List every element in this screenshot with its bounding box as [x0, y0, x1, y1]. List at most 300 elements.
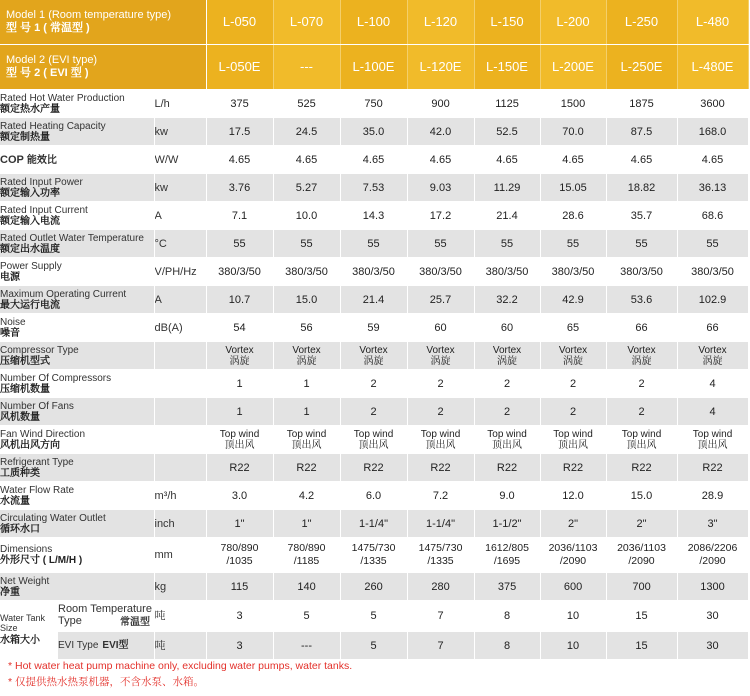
spec-value: 2 [606, 398, 677, 426]
spec-value [606, 342, 677, 370]
spec-value-line2: 涡旋 [363, 355, 384, 367]
spec-value: 28.6 [540, 202, 606, 230]
spec-value [540, 538, 606, 573]
spec-value: R22 [474, 454, 540, 482]
spec-value-line2: /2090 [699, 555, 726, 567]
spec-value: 375 [206, 90, 273, 118]
spec-value: 66 [677, 314, 748, 342]
spec-value: 12.0 [540, 482, 606, 510]
tank-label [0, 601, 58, 659]
spec-value-line1: Vortex [558, 344, 588, 356]
parameter-name-cn: 风机数量 [0, 411, 40, 423]
tank-label-cell [0, 601, 154, 660]
spec-value [340, 426, 407, 454]
spec-value: 4.65 [340, 146, 407, 174]
parameter-name-cn: 噪音 [0, 327, 20, 339]
parameter-name-en: Rated Input Power [0, 176, 83, 188]
spec-value: 1 [273, 370, 340, 398]
parameter-unit: L/h [154, 90, 206, 118]
spec-value: 10.7 [206, 286, 273, 314]
spec-value-line2: /1335 [427, 555, 454, 567]
spec-row [0, 398, 748, 426]
spec-value: 11.29 [474, 174, 540, 202]
spec-value: 380/3/50 [206, 258, 273, 286]
parameter-name-en: Rated Input Current [0, 204, 88, 216]
spec-value: 52.5 [474, 118, 540, 146]
parameter-label [0, 482, 154, 510]
parameter-label [0, 538, 154, 573]
parameter-unit: inch [154, 510, 206, 538]
model2-value: L-250E [606, 45, 677, 90]
model2-value: L-480E [677, 45, 748, 90]
spec-value: 4.65 [273, 146, 340, 174]
parameter-name-en: Fan Wind Direction [0, 428, 86, 440]
model1-label-en: Model 1 (Room temperature type) [6, 9, 172, 21]
parameter-unit: mm [154, 538, 206, 573]
spec-value: 2 [606, 370, 677, 398]
spec-value-line1: Top wind [353, 428, 394, 440]
spec-value: 53.6 [606, 286, 677, 314]
spec-value: 7.2 [407, 482, 474, 510]
spec-value: 55 [206, 230, 273, 258]
spec-value: 2 [540, 398, 606, 426]
spec-value-line1: Vortex [698, 344, 727, 356]
model1-value: L-070 [273, 0, 340, 45]
parameter-unit: A [154, 286, 206, 314]
spec-value-line2: 顶出风 [558, 439, 589, 451]
spec-value: 32.2 [474, 286, 540, 314]
parameter-name-en: Rated Hot Water Production [0, 92, 125, 104]
spec-row [0, 146, 748, 174]
parameter-name-cn: 额定输入电流 [0, 215, 60, 227]
spec-row [0, 314, 748, 342]
parameter-unit: kw [154, 118, 206, 146]
parameter-unit: °C [154, 230, 206, 258]
spec-value: 525 [273, 90, 340, 118]
spec-value-line2: 涡旋 [497, 355, 518, 367]
spec-value-line1: 780/890 [220, 542, 259, 554]
spec-value: 42.9 [540, 286, 606, 314]
spec-value: 1" [206, 510, 273, 538]
spec-row [0, 482, 748, 510]
spec-value-line1: Top wind [621, 428, 662, 440]
parameter-label [0, 454, 154, 482]
tank-label-en: Water Tank Size [0, 613, 46, 633]
tank-sub-room-en: Room Temperature Type [58, 603, 152, 627]
model1-value: L-200 [540, 0, 606, 45]
spec-value-line2: 涡旋 [702, 355, 723, 367]
parameter-label [0, 118, 154, 146]
spec-value: 7.53 [340, 174, 407, 202]
tank-value: 15 [606, 601, 677, 632]
spec-value: 380/3/50 [606, 258, 677, 286]
parameter-label [0, 573, 154, 601]
spec-value: 7.1 [206, 202, 273, 230]
parameter-name-en: Number Of Compressors [0, 372, 112, 384]
spec-value: 66 [606, 314, 677, 342]
spec-value-line2: 顶出风 [358, 439, 389, 451]
spec-value: 55 [677, 230, 748, 258]
tank-value: 8 [474, 632, 540, 660]
spec-row [0, 538, 748, 573]
parameter-name-en: Dimensions [0, 544, 53, 555]
parameter-unit [154, 342, 206, 370]
spec-value-line1: Vortex [426, 344, 455, 356]
spec-value-line1: 1475/730 [351, 542, 396, 554]
parameter-name-cn: 额定热水产量 [0, 103, 60, 115]
spec-value: 21.4 [474, 202, 540, 230]
spec-value: 1875 [606, 90, 677, 118]
parameter-unit [154, 426, 206, 454]
spec-value-line1: 2036/1103 [617, 542, 666, 554]
spec-value: 5.27 [273, 174, 340, 202]
spec-value: 1-1/4" [340, 510, 407, 538]
spec-value: 2 [407, 370, 474, 398]
parameter-name-en: COP [0, 153, 24, 166]
tank-value: 5 [340, 632, 407, 660]
spec-value: R22 [677, 454, 748, 482]
parameter-name-en: Rated Outlet Water Temperature [0, 232, 144, 244]
spec-value: 102.9 [677, 286, 748, 314]
footnote-en: * Hot water heat pump machine only, excluding water pumps, water tanks. [8, 660, 353, 672]
spec-value: 2" [540, 510, 606, 538]
tank-label-cn: 水箱大小 [0, 635, 40, 646]
spec-value: 280 [407, 573, 474, 601]
spec-row [0, 90, 748, 118]
model1-value: L-050 [206, 0, 273, 45]
parameter-name-en: Compressor Type [0, 344, 79, 356]
spec-row [0, 202, 748, 230]
spec-value: 2" [606, 510, 677, 538]
spec-value-line1: 780/890 [287, 542, 326, 554]
spec-value [407, 426, 474, 454]
spec-value: 1 [206, 370, 273, 398]
spec-value [474, 538, 540, 573]
spec-value: R22 [540, 454, 606, 482]
spec-value: 65 [540, 314, 606, 342]
tank-value: 7 [407, 632, 474, 660]
header-row-model1 [0, 0, 748, 45]
parameter-name-cn: 工质种类 [0, 467, 40, 479]
spec-value-line1: 1475/730 [418, 542, 463, 554]
parameter-name-cn: 压缩机型式 [0, 355, 50, 367]
parameter-unit: kg [154, 573, 206, 601]
tank-value: 30 [677, 632, 748, 660]
spec-value: 2 [407, 398, 474, 426]
model2-value: L-200E [540, 45, 606, 90]
spec-value: 14.3 [340, 202, 407, 230]
spec-value-line2: /2090 [559, 555, 587, 567]
spec-value-line2: /1185 [293, 555, 320, 567]
spec-value-line2: 涡旋 [430, 355, 451, 367]
model2-label-cn: 型 号 2 ( EVI 型 ) [6, 67, 89, 79]
tank-sub-evi-cn: EVI型 [102, 640, 129, 651]
spec-value-line2: 顶出风 [291, 439, 322, 451]
spec-value: 54 [206, 314, 273, 342]
tank-label-layout-row [0, 601, 154, 632]
spec-value [273, 426, 340, 454]
spec-value: 2 [340, 398, 407, 426]
parameter-label [0, 398, 154, 426]
parameter-label [0, 174, 154, 202]
spec-value: 2 [474, 370, 540, 398]
spec-row [0, 118, 748, 146]
parameter-unit: kw [154, 174, 206, 202]
spec-value-line2: /2090 [628, 555, 655, 567]
spec-value [677, 426, 748, 454]
spec-value: R22 [340, 454, 407, 482]
spec-value [206, 426, 273, 454]
parameter-name-en: Water Flow Rate [0, 484, 75, 496]
spec-value-line2: /1695 [493, 555, 521, 567]
tank-value: 3 [206, 601, 273, 632]
spec-value: 6.0 [340, 482, 407, 510]
spec-value [540, 342, 606, 370]
tank-row-room [0, 601, 748, 632]
spec-value: 21.4 [340, 286, 407, 314]
spec-value [206, 342, 273, 370]
spec-value-line2: 顶出风 [626, 439, 657, 451]
spec-value: 15.0 [606, 482, 677, 510]
parameter-name-cn: 额定出水温度 [0, 243, 60, 255]
spec-value: 4.65 [677, 146, 748, 174]
spec-value: 70.0 [540, 118, 606, 146]
parameter-label [0, 510, 154, 538]
model2-value: L-100E [340, 45, 407, 90]
parameter-name-en: Net Weight [0, 575, 50, 587]
model1-value: L-120 [407, 0, 474, 45]
spec-row [0, 454, 748, 482]
spec-value: 55 [540, 230, 606, 258]
spec-value [677, 342, 748, 370]
spec-row [0, 370, 748, 398]
spec-value [540, 426, 606, 454]
spec-value-line1: Vortex [492, 344, 522, 356]
spec-value: 1125 [474, 90, 540, 118]
spec-value: 3600 [677, 90, 748, 118]
spec-value [474, 426, 540, 454]
spec-value-line1: 2086/2206 [687, 542, 738, 554]
spec-row [0, 174, 748, 202]
footnote-cn: * 仅提供热水热泵机器，不含水泵、水箱。 [8, 676, 205, 688]
spec-value: 35.7 [606, 202, 677, 230]
tank-sub-evi [58, 632, 154, 660]
spec-value [407, 342, 474, 370]
spec-value: 55 [407, 230, 474, 258]
tank-value: --- [273, 632, 340, 660]
spec-value: 18.82 [606, 174, 677, 202]
spec-value: 380/3/50 [540, 258, 606, 286]
spec-value: 1300 [677, 573, 748, 601]
model2-value: L-150E [474, 45, 540, 90]
spec-value: 4 [677, 370, 748, 398]
tank-sub-room [58, 601, 154, 632]
parameter-name-cn: 额定输入功率 [0, 187, 60, 199]
model1-value: L-100 [340, 0, 407, 45]
spec-value-line2: /1035 [226, 555, 253, 567]
parameter-name-cn: 风机出风方向 [0, 439, 60, 451]
spec-value: 55 [273, 230, 340, 258]
spec-value [340, 538, 407, 573]
spec-value: 700 [606, 573, 677, 601]
spec-value: 380/3/50 [677, 258, 748, 286]
spec-value: R22 [273, 454, 340, 482]
spec-value-line1: Top wind [420, 428, 461, 440]
spec-value-line1: Vortex [292, 344, 321, 356]
spec-value-line2: 顶出风 [492, 439, 523, 451]
parameter-label [0, 426, 154, 454]
tank-value: 8 [474, 601, 540, 632]
spec-value: 4.65 [540, 146, 606, 174]
spec-value: 600 [540, 573, 606, 601]
tank-value: 10 [540, 632, 606, 660]
spec-value: 380/3/50 [474, 258, 540, 286]
parameter-unit [154, 398, 206, 426]
parameter-name-cn: 压缩机数量 [0, 383, 50, 395]
parameter-unit [154, 370, 206, 398]
spec-value-line1: Top wind [692, 428, 733, 440]
model2-label-en: Model 2 (EVI type) [6, 54, 98, 66]
parameter-label [0, 342, 154, 370]
spec-value: 9.03 [407, 174, 474, 202]
spec-value: 1" [273, 510, 340, 538]
tank-sub-room-cn: 常温型 [120, 617, 150, 628]
spec-value [340, 342, 407, 370]
spec-value-line2: 顶出风 [224, 439, 255, 451]
spec-value: 4.65 [474, 146, 540, 174]
spec-value: R22 [606, 454, 677, 482]
parameter-name-en: Refrigerant Type [0, 456, 74, 468]
spec-value-line2: 涡旋 [631, 355, 652, 367]
parameter-name-cn: 外形尺寸 ( L/M/H ) [0, 555, 83, 566]
spec-value: 36.13 [677, 174, 748, 202]
parameter-name-cn: 电源 [0, 271, 20, 283]
spec-value: 4 [677, 398, 748, 426]
model2-label [0, 45, 206, 90]
parameter-name-cn: 最大运行电流 [0, 299, 60, 311]
parameter-label [0, 90, 154, 118]
spec-value [273, 538, 340, 573]
spec-value-line2: 涡旋 [296, 355, 317, 367]
spec-value: 260 [340, 573, 407, 601]
spec-value: R22 [407, 454, 474, 482]
model1-value: L-250 [606, 0, 677, 45]
spec-value: 140 [273, 573, 340, 601]
spec-value: 1 [206, 398, 273, 426]
spec-value-line2: 顶出风 [697, 439, 728, 451]
spec-value [273, 342, 340, 370]
parameter-name-cn: 循环水口 [0, 523, 40, 535]
spec-value-line1: Top wind [219, 428, 260, 440]
parameter-unit: dB(A) [154, 314, 206, 342]
model2-value: L-050E [206, 45, 273, 90]
spec-value: 17.2 [407, 202, 474, 230]
spec-value: 2 [474, 398, 540, 426]
tank-value: 30 [677, 601, 748, 632]
spec-value: 60 [407, 314, 474, 342]
spec-value: 750 [340, 90, 407, 118]
tank-label-layout [0, 601, 154, 659]
model1-value: L-480 [677, 0, 748, 45]
spec-value [677, 538, 748, 573]
spec-value: 68.6 [677, 202, 748, 230]
spec-value: 42.0 [407, 118, 474, 146]
parameter-label [0, 370, 154, 398]
tank-sub-evi-en: EVI Type [58, 640, 99, 651]
spec-value: 3.0 [206, 482, 273, 510]
spec-value-line1: Top wind [487, 428, 527, 440]
tank-value: 5 [340, 601, 407, 632]
parameter-name-en: Maximum Operating Current [0, 288, 127, 300]
spec-value: 28.9 [677, 482, 748, 510]
spec-value: 25.7 [407, 286, 474, 314]
spec-value: 10.0 [273, 202, 340, 230]
parameter-label [0, 286, 154, 314]
spec-row [0, 342, 748, 370]
spec-value: 380/3/50 [407, 258, 474, 286]
spec-value: 24.5 [273, 118, 340, 146]
spec-value: 55 [606, 230, 677, 258]
parameter-unit [154, 454, 206, 482]
spec-value-line2: 顶出风 [425, 439, 456, 451]
spec-value: 60 [474, 314, 540, 342]
parameter-name-cn: 水流量 [0, 495, 30, 507]
tank-value: 3 [206, 632, 273, 660]
spec-row [0, 230, 748, 258]
model1-label-cn: 型 号 1 ( 常温型 ) [6, 22, 90, 34]
spec-value: 15.05 [540, 174, 606, 202]
tank-value: 5 [273, 601, 340, 632]
spec-value: 375 [474, 573, 540, 601]
spec-value: 168.0 [677, 118, 748, 146]
spec-value: 1500 [540, 90, 606, 118]
spec-value: 900 [407, 90, 474, 118]
model1-value: L-150 [474, 0, 540, 45]
parameter-name-cn: 能效比 [26, 154, 57, 166]
spec-row [0, 510, 748, 538]
spec-value-line1: 2036/1103 [548, 542, 598, 554]
spec-value: 17.5 [206, 118, 273, 146]
spec-value: 380/3/50 [273, 258, 340, 286]
model1-label [0, 0, 206, 45]
parameter-label [0, 146, 154, 174]
spec-value-line2: /1335 [360, 555, 387, 567]
spec-value: 55 [474, 230, 540, 258]
spec-value: 4.65 [206, 146, 273, 174]
parameter-unit: W/W [154, 146, 206, 174]
spec-value-line1: Vortex [225, 344, 254, 356]
spec-value: 2 [340, 370, 407, 398]
parameter-name-en: Number Of Fans [0, 400, 74, 412]
parameter-label [0, 258, 154, 286]
tank-unit: 吨 [154, 632, 206, 660]
spec-value: 1-1/4" [407, 510, 474, 538]
parameter-name-en: Circulating Water Outlet [0, 512, 106, 524]
parameter-label [0, 314, 154, 342]
spec-value: 1 [273, 398, 340, 426]
parameter-label [0, 230, 154, 258]
parameter-name-en: Rated Heating Capacity [0, 120, 106, 132]
spec-value: R22 [206, 454, 273, 482]
spec-row [0, 286, 748, 314]
header-row-model2 [0, 45, 748, 90]
spec-value-line2: 涡旋 [229, 355, 250, 367]
spec-row [0, 426, 748, 454]
tank-value: 10 [540, 601, 606, 632]
spec-value [474, 342, 540, 370]
spec-value-line1: Vortex [627, 344, 656, 356]
spec-row [0, 573, 748, 601]
